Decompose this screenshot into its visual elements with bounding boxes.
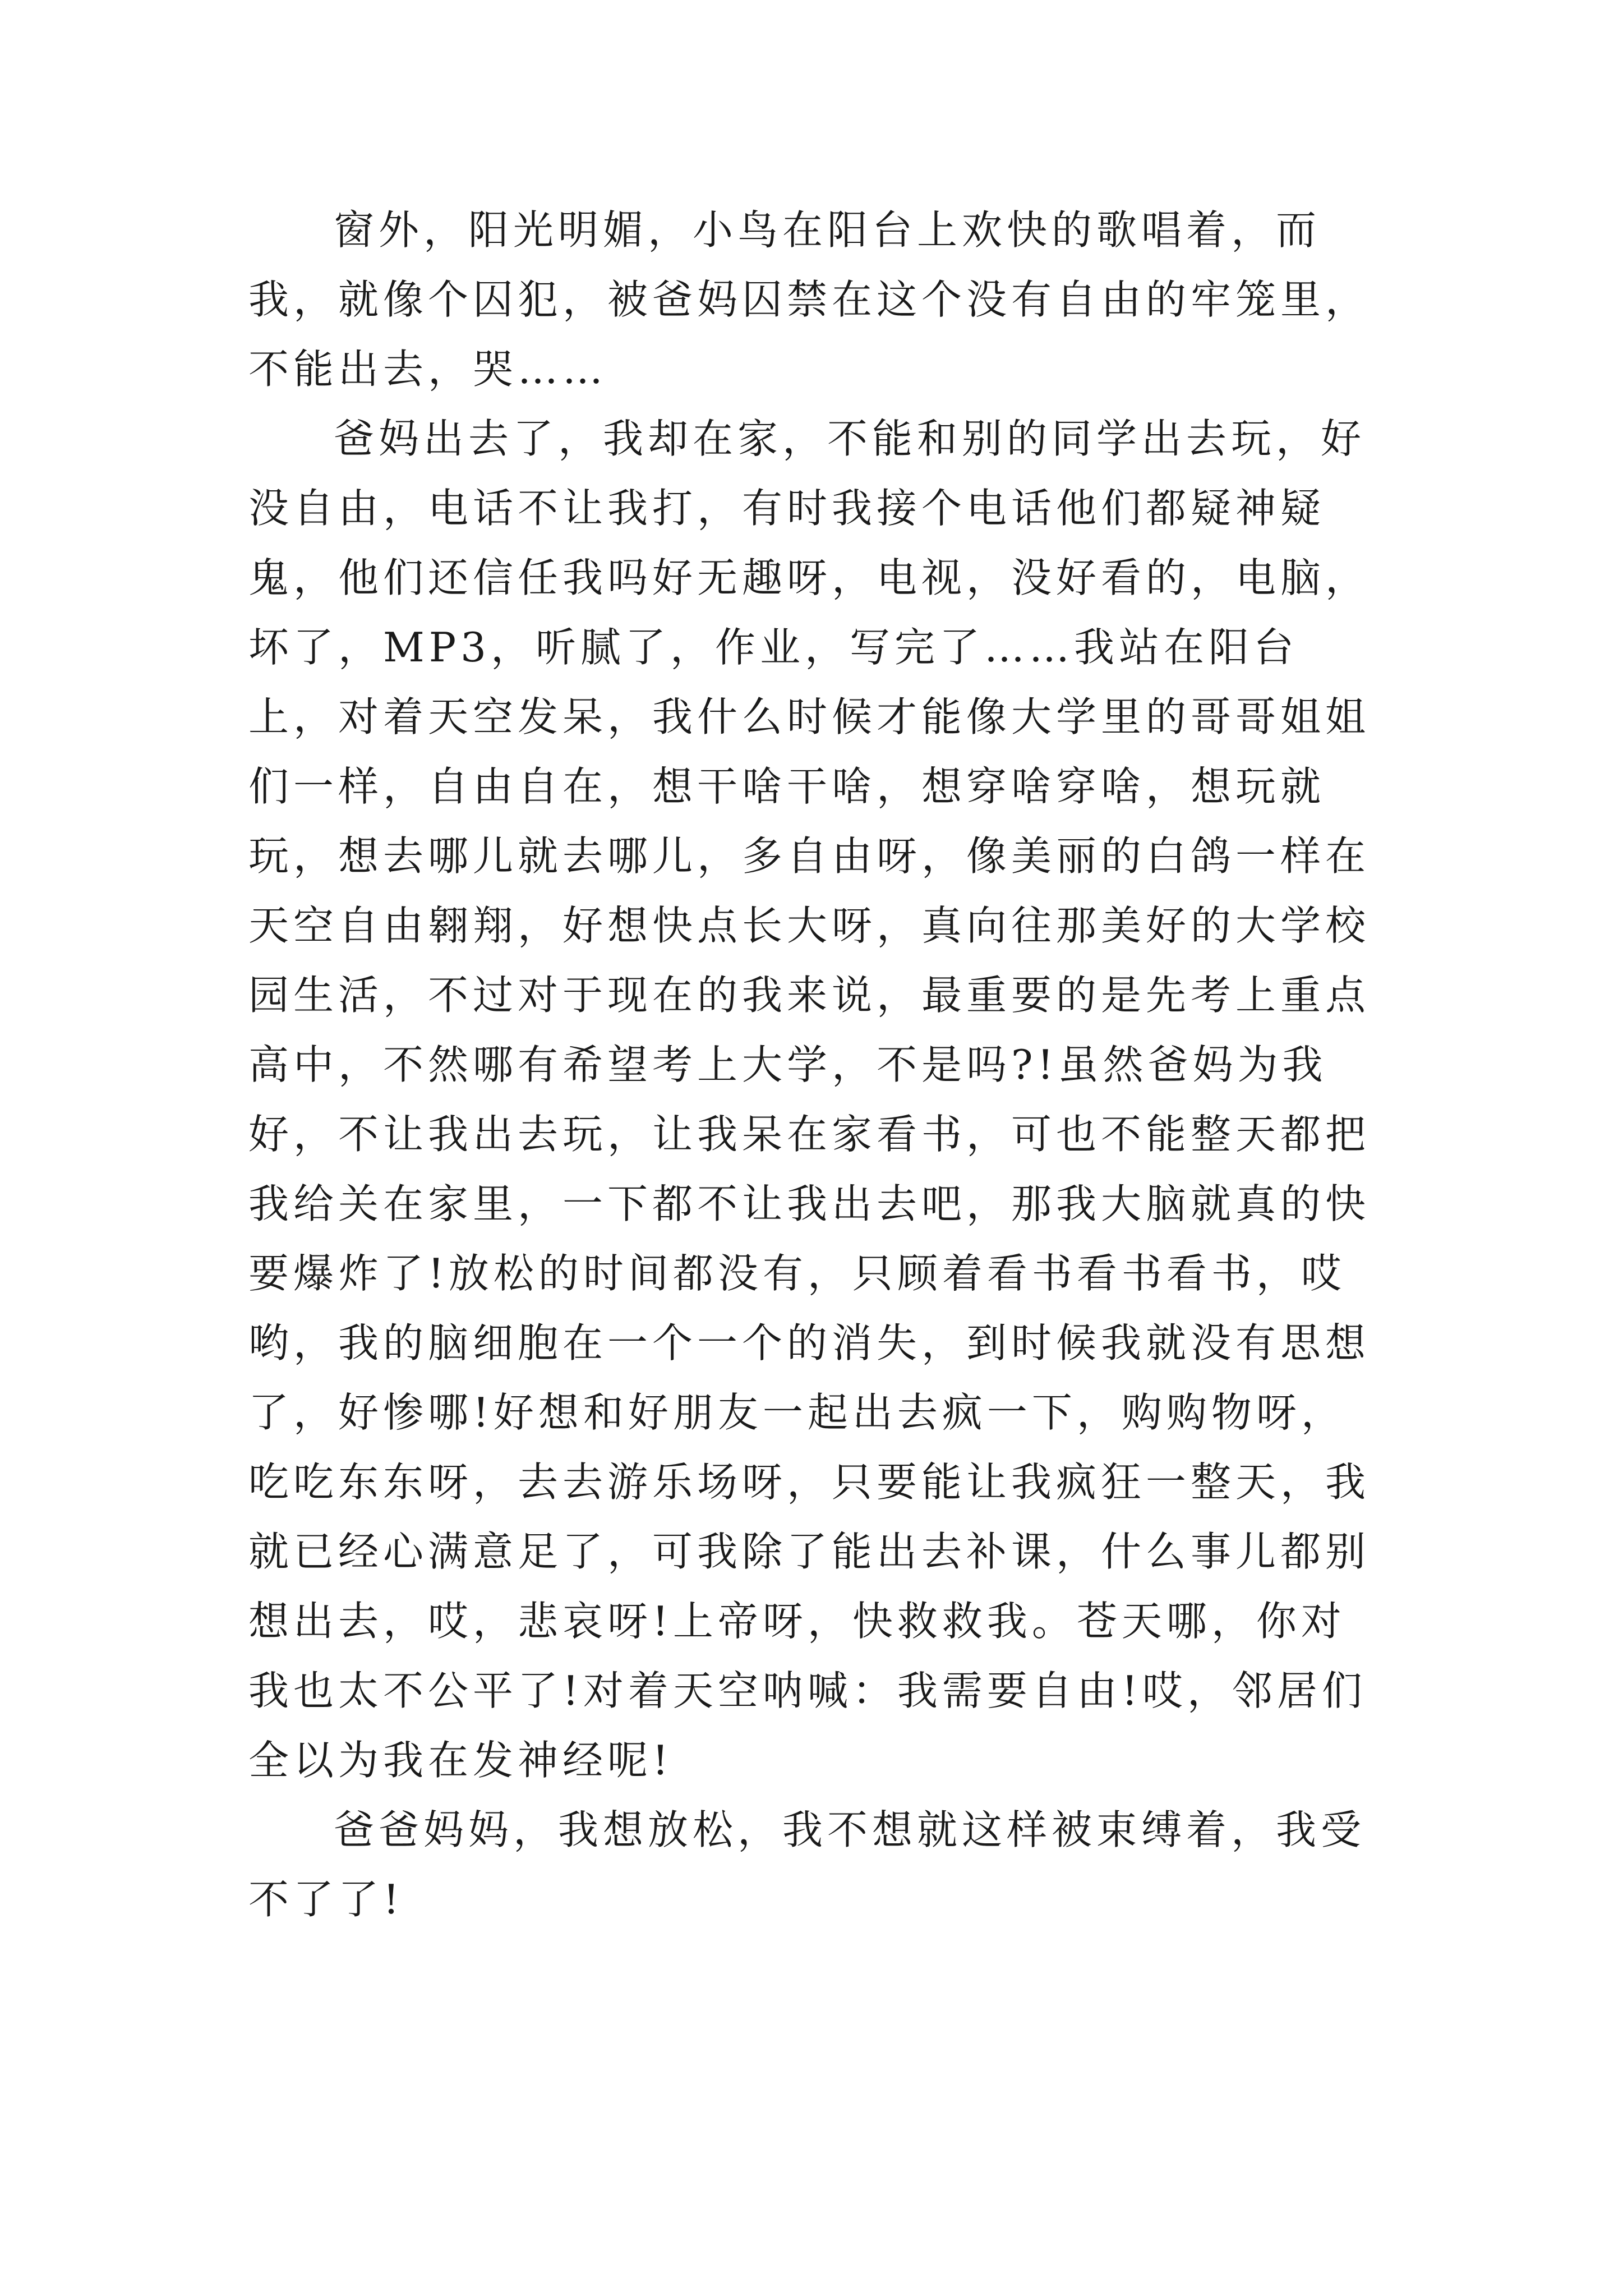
paragraph-1: 窗外，阳光明媚，小鸟在阳台上欢快的歌唱着，而我，就像个囚犯，被爸妈囚禁在这个没有自由的牢笼里，不能出去，哭…… (248, 206, 1371, 393)
document-body (248, 195, 1387, 1934)
paragraph-3: 爸爸妈妈，我想放松，我不想就这样被束缚着，我受不了了! (248, 1806, 1366, 1923)
paragraph-2: 爸妈出去了，我却在家，不能和别的同学出去玩，好没自由，电话不让我打，有时我接个电话他们都疑神疑鬼，他们还信任我吗好无趣呀，电视，没好看的，电脑，坏了，MP3，听腻了，作业，写完了……我站在阳台上，对着天空发呆，我什么时候才能像大学里的哥哥姐姐们一样，自由自在，想干啥干啥，想穿啥穿啥，想玩就玩，想去哪儿就去哪儿，多自由呀，像美丽的白鸽一样在天空自由翱翔，好想快点长大呀，真向往那美好的大学校园生活，不过对于现在的我来说，最重要的是先考上重点高中，不然哪有希望考上大学，不是吗?!虽然爸妈为我好，不让我出去玩，让我呆在家看书，可也不能整天都把我给关在家里，一下都不让我出去吧，那我大脑就真的快要爆炸了!放松的时间都没有，只顾着看书看书看书，哎哟，我的脑细胞在一个一个的消失，到时候我就没有思想了，好惨哪!好想和好朋友一起出去疯一下，购购物呀，吃吃东东呀，去去游乐场呀，只要能让我疯狂一整天，我就已经心满意足了，可我除了能出去补课，什么事儿都别想出去，哎，悲哀呀!上帝呀，快救救我。苍天哪，你对我也太不公平了!对着天空呐喊：我需要自由!哎，邻居们全以为我在发神经呢! (248, 415, 1371, 1784)
